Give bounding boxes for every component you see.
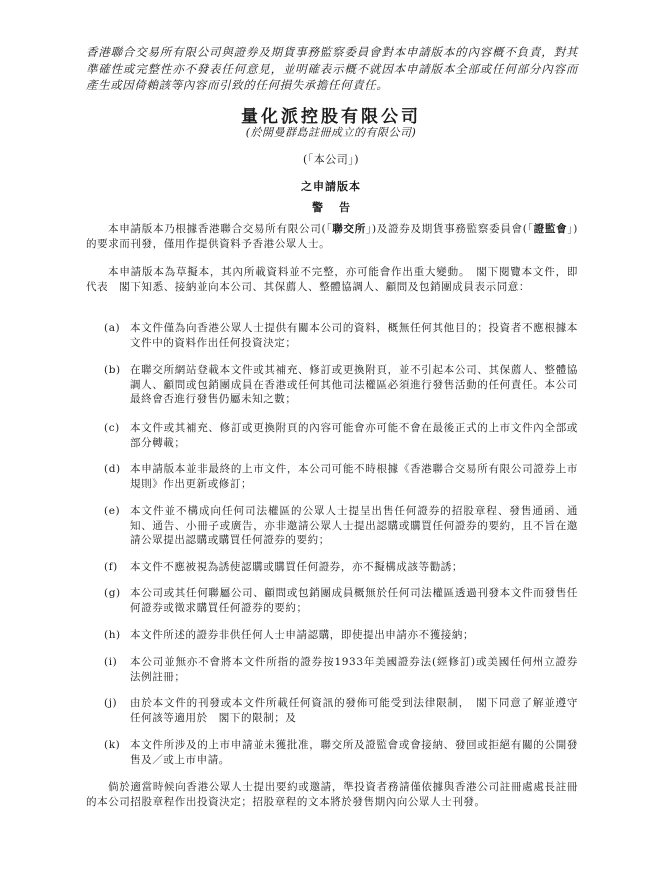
list-item — [86, 628, 578, 643]
list-item — [86, 462, 578, 491]
list-item — [86, 696, 578, 725]
list-item-text: 本文件所述的證券非供任何人士申請認購，即使提出申請亦不獲接納； — [130, 629, 475, 641]
list-item — [86, 560, 578, 575]
list-item-text: 本申請版本並非最終的上市文件，本公司可能不時根據《香港聯合交易所有限公司證券上市規則》作出更新或修訂； — [130, 463, 578, 490]
intro-paragraph-2: 本申請版本為草擬本，其內所載資料並不完整，亦可能會作出重大變動。 閣下閱覽本文件，即代表 閣下知悉、接納並向本公司、其保薦人、整體協調人、顧問及包銷團成員表示同意： — [86, 266, 578, 293]
list-item-text: 本文件所涉及的上市申請並未獲批准，聯交所及證監會或會接納、發回或拒絕有關的公開發售及／或上市申請。 — [130, 739, 578, 766]
intro-text-e: 」)的要求而刊發，僅用作提供資料予香港公眾人士。 — [86, 223, 578, 250]
incorporation-note: (於開曼群島註冊成立的有限公司) — [245, 126, 417, 139]
list-item-marker: (d) — [104, 463, 121, 475]
list-item — [86, 363, 578, 407]
list-item-text: 本文件僅為向香港公眾人士提供有關本公司的資料，概無任何其他目的；投資者不應根據本文件中的資料作出任何投資決定； — [130, 322, 578, 349]
list-item-marker: (c) — [104, 422, 120, 434]
list-item — [86, 586, 578, 615]
intro-term-sfc: 證監會 — [533, 223, 568, 235]
closing-paragraph: 倘於適當時候向香港公眾人士提出要約或邀請，準投資者務請僅依據與香港公司註冊處處長註冊的本公司招股章程作出投資決定；招股章程的文本將於發售期內向公眾人士刊發。 — [86, 781, 578, 808]
company-alias: (「本公司」) — [302, 153, 360, 166]
list-item — [86, 421, 578, 450]
intro-paragraph-1 — [86, 222, 578, 251]
list-item-text: 本文件或其補充、修訂或更換附頁的內容可能會亦可能不會在最後正式的上市文件內全部或部分轉載； — [130, 422, 578, 449]
intro-term-sehk: 聯交所 — [332, 223, 366, 235]
list-item-text: 在聯交所網站登載本文件或其補充、修訂或更換附頁，並不引起本公司、其保薦人、整體協調人、顧問或包銷團成員在香港或任何其他司法權區必須進行發售活動的任何責任。本公司最終會否進行發售仍屬未知之數； — [130, 364, 578, 405]
list-item — [86, 655, 578, 684]
list-item-marker: (h) — [104, 629, 121, 641]
intro-text-c: 」)及證券及期貨事務監察委員會(「 — [365, 223, 534, 235]
list-item-marker: (g) — [104, 587, 121, 599]
list-item-text: 本文件並不構成向任何司法權區的公眾人士提呈出售任何證券的招股章程、發售通函、通知、通告、小冊子或廣告，亦非邀請公眾人士提出認購或購買任何證券的要約，且不旨在邀請公眾提出認購或購買任何證券的要約； — [130, 505, 578, 546]
warning-heading: 警告 — [312, 201, 366, 214]
disclaimer-text: 香港聯合交易所有限公司與證券及期貨事務監察委員會對本申請版本的內容概不負責，對其準確性或完整性亦不發表任何意見，並明確表示概不就因本申請版本全部或任何部分內容而產生或因倚賴該等內容而引致的任何損失承擔任何責任。 — [86, 45, 578, 92]
list-item-text: 本公司或其任何聯屬公司、顧問或包銷團成員概無於任何司法權區透過刊發本文件而發售任何證券或徵求購買任何證券的要約； — [130, 587, 578, 614]
list-item-marker: (b) — [104, 364, 121, 376]
document-name: 之申請版本 — [301, 180, 361, 193]
list-item-marker: (a) — [104, 322, 121, 334]
list-item-text: 由於本文件的刊發或本文件所載任何資訊的發佈可能受到法律限制， 閣下同意了解並遵守任何該等適用於 閣下的限制；及 — [130, 697, 578, 724]
company-name: 量化派控股有限公司 — [241, 107, 421, 127]
list-item — [86, 738, 578, 767]
list-item-text: 本文件不應被視為誘使認購或購買任何證券，亦不擬構成該等勸誘； — [130, 561, 463, 573]
list-item-marker: (e) — [104, 505, 121, 517]
list-item-marker: (i) — [104, 656, 118, 668]
list-item-marker: (k) — [104, 739, 121, 751]
list-item-text: 本公司並無亦不會將本文件所指的證券按1933年美國證券法(經修訂)或美國任何州立證券法例註冊； — [130, 656, 578, 683]
list-item-marker: (f) — [104, 561, 118, 573]
list-item-marker: (j) — [104, 697, 118, 709]
list-item — [86, 504, 578, 548]
intro-text-a: 本申請版本乃根據香港聯合交易所有限公司(「 — [108, 223, 333, 235]
list-item — [86, 321, 578, 350]
